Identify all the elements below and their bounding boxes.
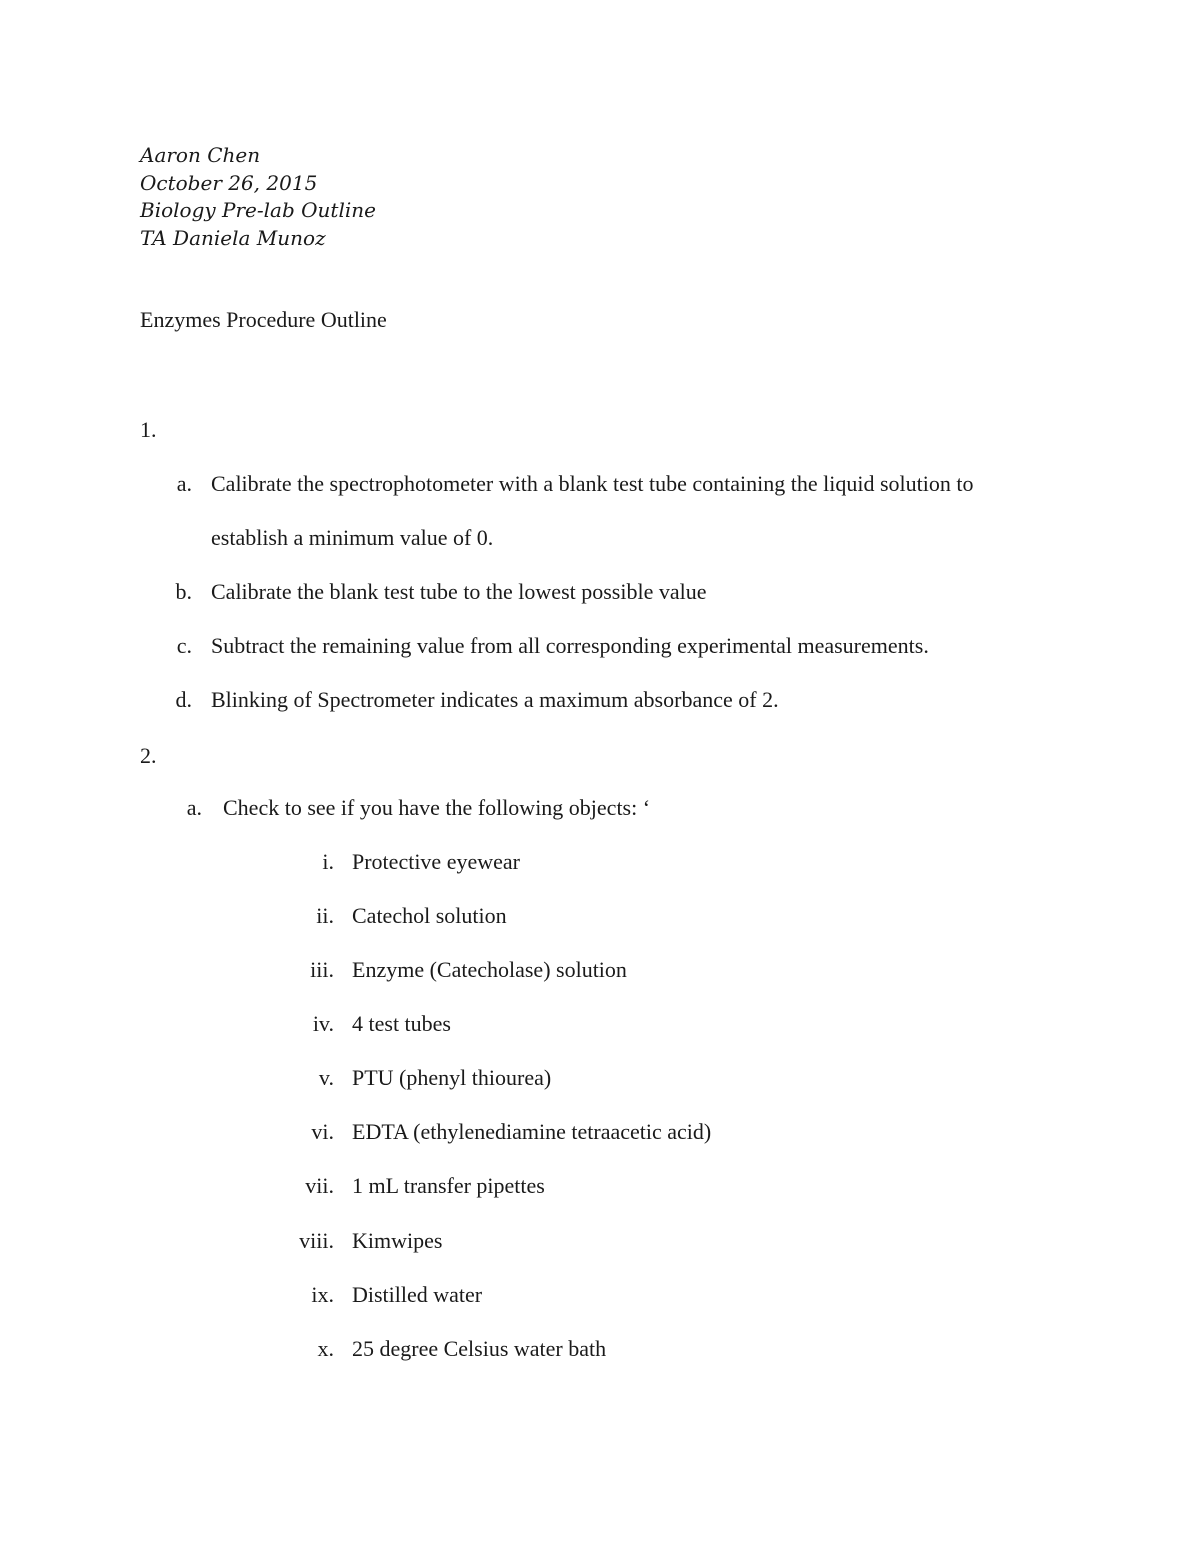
subitem-marker: iii. — [310, 957, 334, 982]
subitem-marker: v. — [318, 1065, 334, 1090]
subitem-text: EDTA (ethylenediamine tetraacetic acid) — [352, 1119, 712, 1144]
ta-name: TA Daniela Munoz — [140, 225, 326, 250]
list-item-text: Subtract the remaining value from all corresponding experimental measurements. — [211, 633, 929, 658]
subitem-text: 25 degree Celsius water bath — [352, 1336, 607, 1361]
subitem-marker: x. — [317, 1336, 334, 1361]
list-item-continuation: establish a minimum value of 0. — [211, 525, 494, 550]
subitem-marker: ii. — [316, 903, 334, 928]
list-item-marker: a. — [176, 471, 192, 496]
subitem-marker: viii. — [299, 1228, 334, 1253]
header-block — [140, 142, 376, 252]
subitem-text: Enzyme (Catecholase) solution — [352, 957, 627, 982]
list-item-text: Check to see if you have the following objects: ‘ — [223, 795, 651, 820]
subitem-text: Catechol solution — [352, 903, 507, 928]
list-item-marker: a. — [186, 795, 202, 820]
subitem-text: PTU (phenyl thiourea) — [352, 1065, 552, 1090]
section-number: 1. — [140, 417, 157, 442]
subitem-marker: ix. — [311, 1282, 334, 1307]
list-item-marker: d. — [175, 687, 192, 712]
subitem-text: Distilled water — [352, 1282, 483, 1307]
list-item-marker: c. — [176, 633, 192, 658]
list-item-text: Blinking of Spectrometer indicates a maximum absorbance of 2. — [211, 687, 779, 712]
document-date: October 26, 2015 — [140, 170, 318, 195]
subitem-text: Protective eyewear — [352, 849, 520, 874]
section-number: 2. — [140, 743, 157, 768]
author-name: Aaron Chen — [140, 143, 261, 167]
subitem-text: 1 mL transfer pipettes — [352, 1173, 545, 1198]
subitem-marker: vii. — [305, 1173, 334, 1198]
subitem-marker: vi. — [311, 1119, 334, 1144]
page-title: Enzymes Procedure Outline — [140, 307, 387, 332]
subitem-marker: i. — [322, 849, 334, 874]
subitem-marker: iv. — [312, 1011, 334, 1036]
list-item-text: Calibrate the blank test tube to the lowest possible value — [211, 579, 707, 604]
subitem-text: 4 test tubes — [352, 1011, 451, 1036]
list-item-text: Calibrate the spectrophotometer with a blank test tube containing the liquid solution to — [211, 471, 974, 496]
subitem-text: Kimwipes — [352, 1228, 443, 1253]
course-title: Biology Pre-lab Outline — [140, 198, 376, 222]
list-item-marker: b. — [175, 579, 192, 604]
